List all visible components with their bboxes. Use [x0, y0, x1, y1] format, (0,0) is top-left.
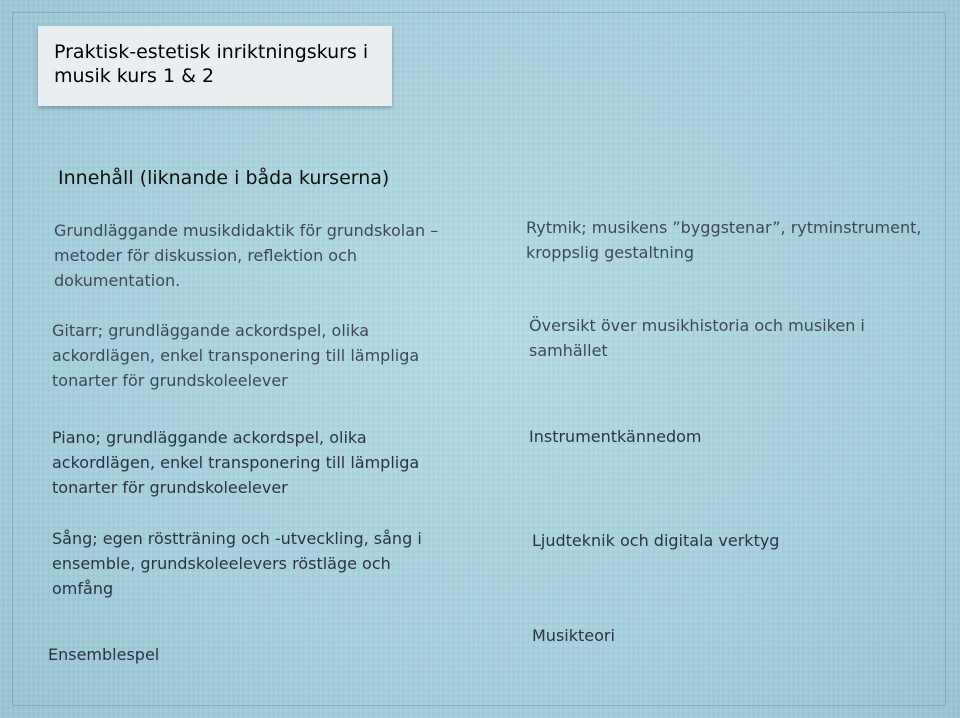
content-item-ensemblespel: Ensemblespel — [48, 645, 160, 664]
content-item-rytmik: Rytmik; musikens ”byggstenar”, rytminstrument, kroppslig gestaltning — [526, 218, 922, 262]
content-item-ljudteknik: Ljudteknik och digitala verktyg — [532, 531, 780, 550]
title-card — [38, 26, 392, 106]
content-item-musikteori: Musikteori — [532, 626, 615, 645]
content-item-piano: Piano; grundläggande ackordspel, olika ackordlägen, enkel transponering till lämpliga tonarter för grundskoleelever — [52, 428, 420, 497]
content-item-gitarr: Gitarr; grundläggande ackordspel, olika ackordlägen, enkel transponering till lämpliga tonarter för grundskoleelever — [52, 321, 420, 390]
content-item-musikhistoria: Översikt över musikhistoria och musiken i samhället — [529, 316, 865, 360]
content-item-sang: Sång; egen röstträning och -utveckling, sång i ensemble, grundskoleelevers röstläge och omfång — [52, 529, 422, 598]
slide-title: Praktisk-estetisk inriktningskurs i musik kurs 1 & 2 — [54, 41, 369, 87]
content-item-musikdidaktik: Grundläggande musikdidaktik för grundskolan – metoder för diskussion, reflektion och dokumentation. — [54, 221, 439, 290]
content-heading: Innehåll (liknande i båda kurserna) — [58, 167, 390, 189]
content-item-instrumentkannedom: Instrumentkännedom — [529, 427, 702, 446]
